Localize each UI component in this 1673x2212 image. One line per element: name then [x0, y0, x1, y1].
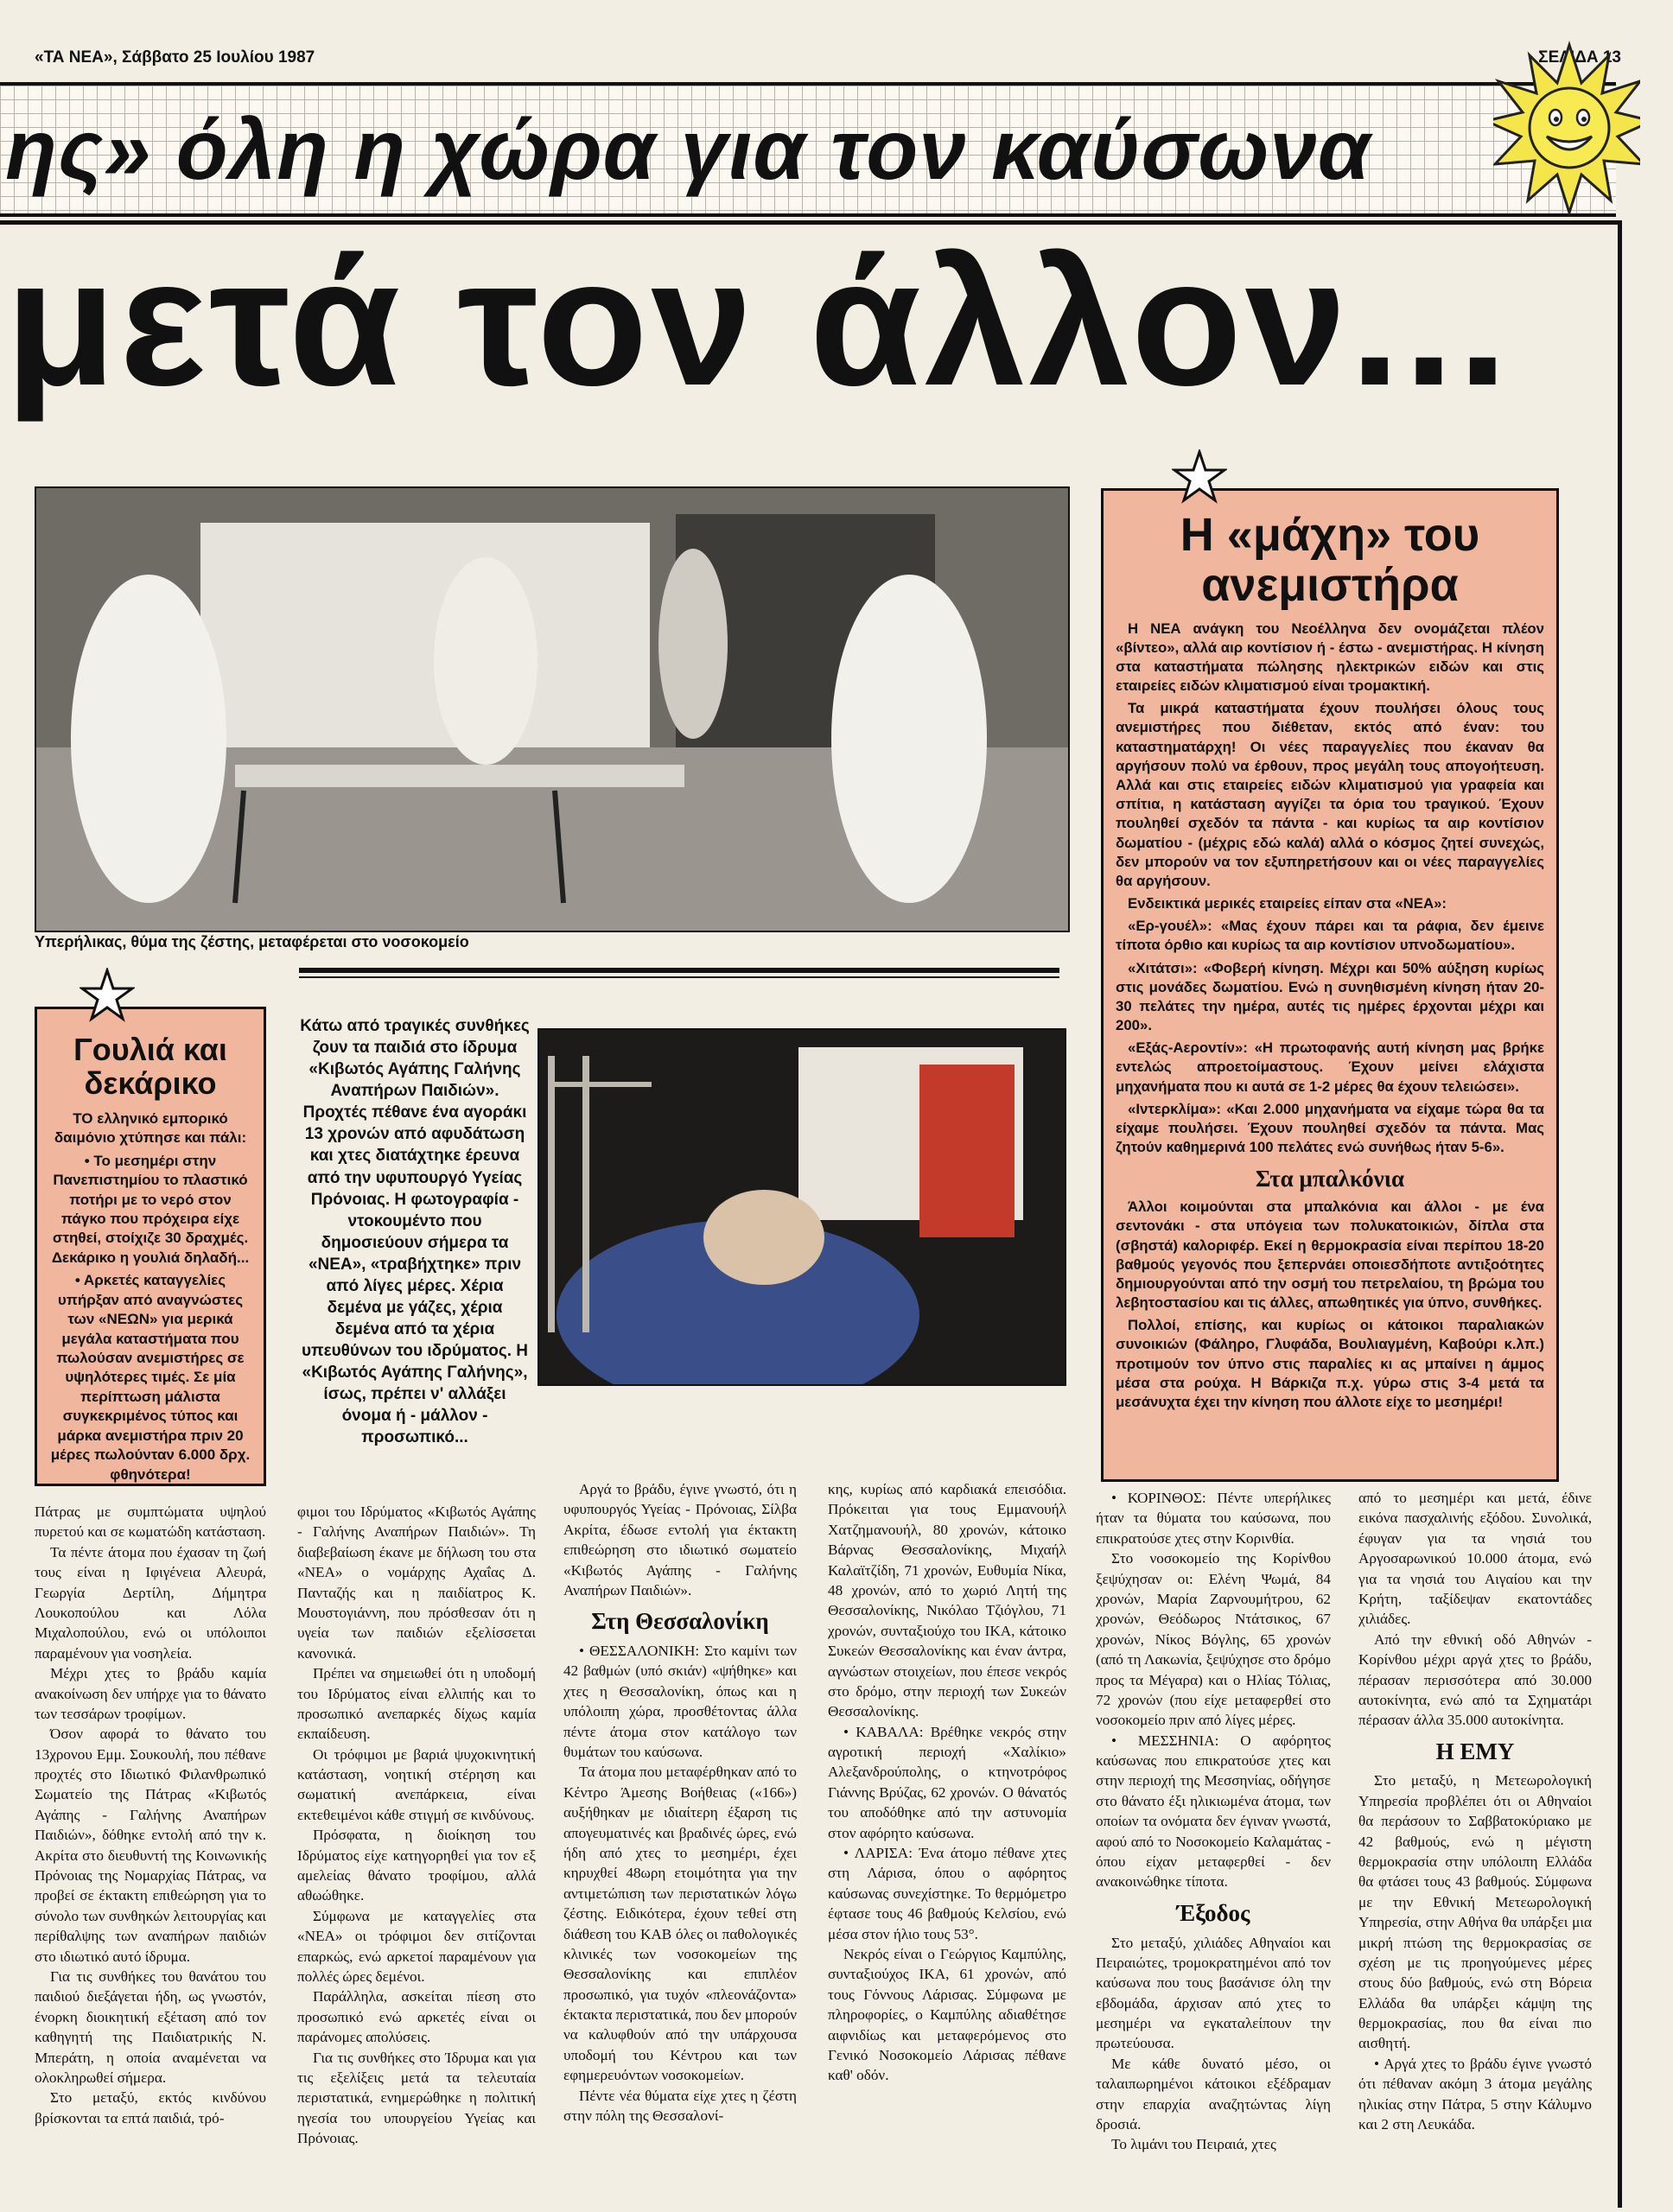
- box-right-paragraph: Τα μικρά καταστήματα έχουν πουλήσει όλους τους ανεμιστήρες που διέθεταν, εκτός από έναν: του καταστηματάρχη! Οι νέες παραγγελίες που έκαναν θα αργήσουν πολύ να έρθουν, προς μεγάλη τους απογοήτευση. Αλλά και στις εταιρείες ειδών κλιματισμού για γραφεία και σπίτια, η κατάσταση αγγίζει τα όρια του τραγικού. Έχουν πουληθεί σχεδόν τα πάντα - και κυρίως τα αιρ κοντίσιον δωματίου - (μέχρις εδώ καλά) αλλά ο κόσμος ζητεί συνεχώς, δεν μπορούν να τον εξυπηρετήσουν και οι νέες παραγγελίες θα αργήσουν.: [1116, 700, 1544, 889]
- section-rule: [299, 968, 1059, 973]
- box-left-body: [37, 1109, 264, 1484]
- article-paragraph: κης, κυρίως από καρδιακά επεισόδια. Πρόκειται για τους Εμμανουήλ Χατζημανουήλ, 80 χρονών, κάτοικο Βάρνας Θεσσαλονίκης, Μιχαήλ Καλαϊτζίδη, 71 χρονών, Ευθυμία Νίκα, 48 χρονών, από το χωριό Λητή της Θεσσαλονίκης, Νικόλαο Τζιόγλου, 71 χρονών, συνταξιούχο του ΙΚΑ, κάτοικο Συκεών Θεσσαλονίκης και έναν άντρα, αγνώστων στοιχείων, που έπεσε νεκρός στο δρόμο, στην περιοχή των Συκεών Θεσσαλονίκης.: [828, 1481, 1066, 1720]
- column-subhead: Η ΕΜΥ: [1435, 1738, 1515, 1764]
- article-paragraph: • ΜΕΣΣΗΝΙΑ: Ο αφόρητος καύσωνας που επικρατούσε χτες και στην περιοχή της Μεσσηνίας, οδήγησε στο θάνατο έξι ηλικιωμένα άτομα, των οποίων τα ονόματα δεν έγιναν γνωστά, αφού από το Νοσοκομείο Καλαμάτας - όπου είχαν μεταφερθεί - δεν ανακοινώθηκε τίποτα.: [1096, 1732, 1331, 1891]
- section-rule-thin: [299, 976, 1059, 978]
- article-paragraph: • ΚΟΡΙΝΘΟΣ: Πέντε υπερήλικες ήταν τα θύματα του καύσωνα, που επικρατούσε χτες στην Κορινθία.: [1096, 1490, 1331, 1547]
- article-paragraph: Σύμφωνα με καταγγελίες στα «ΝΕΑ» οι τρόφιμοι δεν σιτίζονται επαρκώς, ενώ αρκετοί παραμένουν για πολλές ώρες δεμένοι.: [297, 1907, 536, 1985]
- article-paragraph: Όσον αφορά το θάνατο του 13χρονου Εμμ. Σουκουλή, που πέθανε προχτές στο Ιδιωτικό Φιλανθρωπικό Σωματείο της Πάτρας «Κιβωτός Αγάπης - Γαλήνης Αναπήρων Παιδιών», δόθηκε εντολή από την κ. Ακρίτα στο διευθυντή της Κοινωνικής Πρόνοιας της Νομαρχίας Πάτρας, να προβεί σε έκτακτη επιθεώρηση για το σύνολο των συνθηκών λειτουργίας και περίθαλψης των αναπήρων παιδιών στο ιδιωτικό αυτό ίδρυμα.: [35, 1726, 266, 1965]
- article-paragraph: Στο μεταξύ, εκτός κινδύνου βρίσκονται τα επτά παιδιά, τρό-: [35, 2089, 266, 2126]
- article-paragraph: • ΚΑΒΑΛΑ: Βρέθηκε νεκρός στην αγροτική περιοχή «Χαλίκιο» Αλεξανδρούπολης, ο κτηνοτρόφος Γιάννης Βρύζας, 62 χρονών. Ο θάνατός του αποδόθηκε από την αστυνομία στον αφόρητο καύσωνα.: [828, 1723, 1066, 1841]
- photo-tied-hands: [538, 1028, 1066, 1386]
- article-paragraph: Τα άτομα που μεταφέρθηκαν από το Κέντρο Άμεσης Βοήθειας («166») αυξήθηκαν με ιδιαίτερη έξαρση τις απογευματινές και βραδινές ώρες, ενώ ήδη από χτες το μεσημέρι, έχει κηρυχθεί 48ωρη ετοιμότητα για την αντιμετώπιση των περιστατικών λόγω ζέστης. Ειδικότερα, έχουν τεθεί στη διάθεση του ΚΑΒ όλες οι παθολογικές κλινικές των νοσοκομείων της Θεσσαλονίκης και επιπλέον προσωπικό, για τυχόν «πλεονάζοντα» έκτακτα περιστατικά, που δεν μπορούν να καλυφθούν από την υπάρχουσα υποδομή του Κέντρου και των εφημερευόντων νοσοκομείων.: [563, 1764, 797, 2084]
- article-paragraph: Με κάθε δυνατό μέσο, οι ταλαιπωρημένοι κάτοικοι εξέδραμαν στην επαρχία αναζητώντας λίγη δροσιά.: [1096, 2055, 1331, 2133]
- masthead: «ΤΑ ΝΕΑ», Σάββατο 25 Ιουλίου 1987: [35, 48, 315, 67]
- article-paragraph: Στο μεταξύ, χιλιάδες Αθηναίοι και Πειραιώτες, τρομοκρατημένοι από τον καύσωνα που τους βασάνισε όλη την εβδομάδα, άρχισαν από χτες το μεσημέρι να εγκαταλείπουν την πρωτεύουσα.: [1096, 1934, 1331, 2052]
- box-right-paragraph: Η ΝΕΑ ανάγκη του Νεοέλληνα δεν ονομάζεται πλέον «βίντεο», αλλά αιρ κοντίσιον ή - έστω - ανεμιστήρας. Η κίνηση στα καταστήματα πώλησης ηλεκτρικών ειδών και στις εταιρείες ειδών κλιματισμού είναι τρομακτική.: [1116, 620, 1544, 695]
- article-paragraph: Πρέπει να σημειωθεί ότι η υποδομή του Ιδρύματος είναι ελλιπής και το προσωπικό ανεπαρκές δίχως καμία εκπαίδευση.: [297, 1665, 536, 1743]
- article-paragraph: Στο νοσοκομείο της Κορίνθου ξεψύχησαν οι: Ελένη Ψωμά, 84 χρονών, Μαρία Ζαρνουμήτρου, 62 χρονών, Θεόδωρος Ντάτσικος, 67 χρονών, Νίκος Βόγλης, 65 χρονών (από τη Λακωνία, ξεψύχησε στο δρόμο προς τα Μέγαρα) και ο Ηλίας Τόλιας, 72 χρονών (που είχε μεταφερθεί στο νοσοκομείο πριν από λίγες μέρες.: [1096, 1550, 1331, 1729]
- article-paragraph: Μέχρι χτες το βράδυ καμία ανακοίνωση δεν υπήρχε για το θάνατο των τεσσάρων τροφίμων.: [35, 1665, 266, 1722]
- article-column-5: [1096, 1488, 1331, 2155]
- headline: μετά τον άλλον...: [5, 220, 1511, 423]
- article-paragraph: από το μεσημέρι και μετά, έδινε εικόνα πασχαλινής εξόδου. Συνολικά, έφυγαν για τα νησιά του Αργοσαρωνικού 10.000 άτομα, ενώ για τα νησιά του Αιγαίου και την Κρήτη, ταξίδεψαν εκατοντάδες χιλιάδες.: [1358, 1490, 1592, 1628]
- article-paragraph: Πέντε νέα θύματα είχε χτες η ζέστη στην πόλη της Θεσσαλονί-: [563, 2087, 797, 2125]
- page-number: ΣΕΛΙΔΑ 13: [1538, 48, 1621, 67]
- box-right-paragraph: Πολλοί, επίσης, και κυρίως οι κάτοικοι παραλιακών συνοικιών (Φάληρο, Γλυφάδα, Βουλιαγμένη, Καβούρι κ.λπ.) προτιμούν τον ύπνο στις παραλίες κι ας μπαίνει η άμμος μέσα στα ρούχα. Η Βάρκιζα π.χ. γύρω στις 3-4 μετά τα μεσάνυχτα έχει την κίνηση που άλλοτε είχε το μεσημέρι!: [1116, 1317, 1544, 1410]
- box-left-paragraph: • Το μεσημέρι στην Πανεπιστημίου το πλαστικό ποτήρι με το νερό στον πάγκο που πρόχειρα είχε στηθεί, στοίχιζε 30 δραχμές. Δεκάρικο η γουλιά δηλαδή...: [51, 1152, 250, 1266]
- box-right-body: [1104, 620, 1556, 1158]
- star-icon: [80, 968, 135, 1023]
- photo-caption: Υπερήλικας, θύμα της ζέστης, μεταφέρεται στο νοσοκομείο: [35, 933, 469, 950]
- article-paragraph: • ΛΑΡΙΣΑ: Ένα άτομο πέθανε χτες στη Λάρισα, όπου ο αφόρητος καύσωνας συνεχίστηκε. Το θερμόμετρο έφτασε τους 46 βαθμούς Κελσίου, ενώ μέσα στον ήλιο τους 53°.: [828, 1845, 1066, 1942]
- column-subhead: Έξοδος: [1176, 1899, 1250, 1926]
- article-paragraph: • Αργά χτες το βράδυ έγινε γνωστό ότι πέθαναν ακόμη 3 άτομα μεγάλης ηλικίας στην Πάτρα, 5 στην Κάλυμνο και 2 στη Λευκάδα.: [1358, 2055, 1592, 2133]
- box-right-paragraph: «Χιτάτσι»: «Φοβερή κίνηση. Μέχρι και 50% αύξηση κυρίως στις μονάδες δωματίου. Ενώ η συνηθισμένη κίνηση ήταν 20-30 πελάτες την ημέρα, αυτές τις ημέρες έρχονται μέχρι και 200».: [1116, 959, 1544, 1034]
- photo-stretcher: [35, 486, 1070, 932]
- article-column-4: [828, 1479, 1066, 2086]
- box-left-paragraph: • Αρκετές καταγγελίες υπήρξαν από αναγνώστες των «ΝΕΩΝ» για μερικά μεγάλα καταστήματα που πωλούσαν ανεμιστήρες σε υψηλότερες τιμές. Σε μία περίπτωση μάλιστα συγκεκριμένος τύπος και μάρκα ανεμιστήρα πριν 20 μέρες πωλούνταν 6.000 δρχ. φθηνότερα!: [50, 1272, 251, 1483]
- article-paragraph: φιμοι του Ιδρύματος «Κιβωτός Αγάπης - Γαλήνης Αναπήρων Παιδιών». Τη διαβεβαίωση έκανε με δήλωση του στα «ΝΕΑ» ο νομάρχης Αχαΐας Δ. Πανταζής και η παιδίατρος Κ. Μουστογιάννη, που πρόσθεσαν ότι η υγεία των παιδιών εξελίσσεται κανονικά.: [297, 1503, 536, 1662]
- article-paragraph: Αργά το βράδυ, έγινε γνωστό, ότι η υφυπουργός Υγείας - Πρόνοιας, Σίλβα Ακρίτα, έδωσε εντολή για έκτακτη επιθεώρηση στο ιδιωτικό σωματείο «Κιβωτός Αγάπης - Γαλήνης Αναπήρων Παιδιών».: [563, 1481, 797, 1599]
- box-left-title-1: Γουλιά και: [73, 1032, 227, 1067]
- article-column-1: [35, 1502, 266, 2128]
- box-right-paragraph: Άλλοι κοιμούνται στα μπαλκόνια και άλλοι - με ένα σεντονάκι - στα υπόγεια των πολυκατοικιών, δίπλα στα (σβηστά) καλοριφέρ. Εκεί η θερμοκρασία είναι περίπου 18-20 βαθμούς γεγονός που ξεπερνάει οποιεσδήποτε αντιξοότητες δημιουργούνται από την οσμή του πετρελαίου, τη βρώμα του λεβητοστασίου και τις άλλες, απωθητικές για ύπνο, συνθήκες.: [1116, 1198, 1544, 1312]
- sidebar-box-left: [35, 1007, 266, 1486]
- article-paragraph: Πρόσφατα, η διοίκηση του Ιδρύματος είχε κατηγορηθεί για τον εξ αμελείας θάνατο τροφίμου, αλλά αθωώθηκε.: [297, 1827, 536, 1904]
- article-column-2: [297, 1502, 536, 2149]
- box-right-paragraph: «Ιντερκλίμα»: «Και 2.000 μηχανήματα να είχαμε τώρα θα τα είχαμε πουλήσει. Έχουν πουληθεί σχεδόν τα πάντα. Μας ζητούν καθημερινά 100 πελάτες ενώ συνήθως ήταν 5-6».: [1116, 1100, 1544, 1156]
- article-column-6: [1358, 1488, 1592, 2134]
- article-paragraph: Για τις συνθήκες στο Ίδρυμα και για τις εξελίξεις μετά τα τελευταία περιστατικά, ενημερώθηκε η πολιτική ηγεσία του υπουργείου Υγείας και Πρόνοιας.: [297, 2049, 536, 2147]
- article-paragraph: Τα πέντε άτομα που έχασαν τη ζωή τους είναι η Ιφιγένεια Αλευρά, Γεωργία Δερτίλη, Δήμητρα Λουκοπούλου και Λόλα Μιχαλοπούλου, ενώ οι υπόλοιποι παραμένουν για νοσηλεία.: [35, 1543, 266, 1662]
- article-paragraph: Νεκρός είναι ο Γεώργιος Καμπύλης, συνταξιούχος ΙΚΑ, 61 χρονών, από τους Γόννους Λάρισας. Σύμφωνα με πληροφορίες, ο Καμπύλης αδιαθέτησε αιφνιδίως και μεταφερόμενος στο Γενικό Νοσοκομείο Λάρισας πέθανε καθ' οδόν.: [828, 1945, 1066, 2084]
- box-right-subhead: Στα μπαλκόνια: [1255, 1166, 1405, 1192]
- box-right-title-2: ανεμιστήρα: [1201, 559, 1459, 612]
- article-paragraph: Πάτρας με συμπτώματα υψηλού πυρετού και σε κωματώδη κατάσταση.: [35, 1503, 266, 1541]
- banner-title: ης» όλη η χώρα για τον καύσωνα: [5, 102, 1371, 197]
- article-paragraph: Οι τρόφιμοι με βαριά ψυχοκινητική κατάσταση, νοητική στέρηση και σωματική ανεπάρκεια, είναι εκτεθειμένοι κάθε στιγμή σε κινδύνους.: [297, 1745, 536, 1823]
- box-right-body-2: [1104, 1198, 1556, 1412]
- star-icon: [1172, 449, 1227, 505]
- box-right-title-1: Η «μάχη» του: [1180, 509, 1480, 561]
- article-paragraph: Στο μεταξύ, η Μετεωρολογική Υπηρεσία προβλέπει ότι οι Αθηναίοι θα περάσουν το Σαββατοκύριακο με 42 βαθμούς, ενώ η μέγιστη θερμοκρασία στην υπόλοιπη Ελλάδα θα φτάσει τους 43 βαθμούς. Σύμφωνα με την Εθνική Μετεωρολογική Υπηρεσία, στην Αθήνα θα υπάρξει μια μικρή πτώση της θερμοκρασίας σε σχέση με τις προηγούμενες μέρες στους δύο βαθμούς, ενώ στη Βόρεια Ελλάδα θα υπάρξει κάμψη της θερμοκρασίας, που θα είναι πιο αισθητή.: [1358, 1772, 1592, 2052]
- article-paragraph: Από την εθνική οδό Αθηνών - Κορίνθου μέχρι αργά χτες το βράδυ, πέρασαν περισσότερα από 30.000 αυτοκίνητα, ενώ από τα Σχηματάρι πέρασαν άλλα 35.000 αυτοκίνητα.: [1358, 1630, 1592, 1729]
- banner: [0, 82, 1616, 217]
- box-left-paragraph: ΤΟ ελληνικό εμπορικό δαιμόνιο χτύπησε και πάλι:: [54, 1109, 247, 1147]
- article-paragraph: Το λιμάνι του Πειραιά, χτες: [1111, 2136, 1276, 2153]
- article-paragraph: • ΘΕΣΣΑΛΟΝΙΚΗ: Στο καμίνι των 42 βαθμών (υπό σκιάν) «ψήθηκε» και χτες η Θεσσαλονίκη, όπως και η υπόλοιπη χώρα, προσθέτοντας άλλα πέντε άτομα στον κατάλογο των θυμάτων του καύσωνα.: [563, 1643, 797, 1761]
- intro-text: Κάτω από τραγικές συνθήκες ζουν τα παιδιά στο ίδρυμα «Κιβωτός Αγάπης Γαλήνης Αναπήρων Παιδιών». Προχτές πέθανε ένα αγοράκι 13 χρονών από αφυδάτωση και χτες διατάχτηκε έρευνα από την υφυπουργό Υγείας Πρόνοιας. Η φωτογραφία - ντοκουμέντο που δημοσιεύουν σήμερα τα «ΝΕΑ», «τραβήχτηκε» πριν από λίγες μέρες. Χέρια δεμένα με γάζες, χέρια δεμένα από τα χέρια υπευθύνων του ιδρύματος. Η «Κιβωτός Αγάπης Γαλήνης», ίσως, πρέπει ν' αλλάξει όνομα ή - μάλλον - προσωπικό...: [300, 1017, 530, 1447]
- box-right-paragraph: Ενδεικτικά μερικές εταιρείες είπαν στα «ΝΕΑ»:: [1128, 895, 1447, 912]
- article-paragraph: Για τις συνθήκες του θανάτου του παιδιού διεξάγεται ήδη, ως γνωστόν, ένορκη διοικητική εξέταση από τον καθηγητή της Παιδιατρικής Ν. Μπεράτη, η οποία αναμένεται να ολοκληρωθεί σήμερα.: [35, 1967, 266, 2086]
- article-paragraph: Παράλληλα, ασκείται πίεση στο προσωπικό ενώ αρκετές είναι οι παράνομες απολύσεις.: [297, 1988, 536, 2046]
- column-subhead: Στη Θεσσαλονίκη: [591, 1608, 769, 1635]
- sun-icon: [1493, 26, 1640, 242]
- article-column-3: [563, 1479, 797, 2126]
- box-left-title-2: δεκάρικο: [84, 1065, 217, 1101]
- sidebar-box-right: [1101, 488, 1559, 1482]
- box-right-paragraph: «Ερ-γουέλ»: «Μας έχουν πάρει και τα ράφια, δεν έμεινε τίποτα όρθιο και κυρίως τα αιρ κοντίσιον υπνοδωματίου».: [1116, 918, 1544, 954]
- box-right-paragraph: «Εξάς-Αεροντίν»: «Η πρωτοφανής αυτή κίνηση μας βρήκε εντελώς απροετοίμαστους. Έχουν μείνει ελάχιστα μηχανήματα που κι αυτά σε 1-2 μέρες θα έχουν τελειώσει».: [1116, 1039, 1544, 1095]
